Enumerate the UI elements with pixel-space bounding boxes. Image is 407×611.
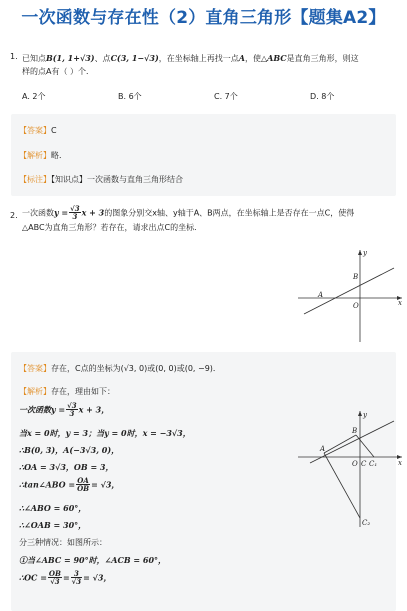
segment-a-b <box>324 435 356 453</box>
note-line <box>19 175 183 186</box>
step-text: = √3， <box>91 479 120 490</box>
text-segment: 已知点 <box>22 54 46 63</box>
fraction-denominator: OB <box>77 484 90 494</box>
step-text: ①当∠ABC = 90°时，∠ACB = 60°， <box>19 555 167 565</box>
analysis-text: 存在，理由如下： <box>51 387 115 396</box>
answer-tag: 【答案】 <box>19 126 51 135</box>
text-segment: 、点 <box>94 54 111 63</box>
figure-2 <box>294 405 406 529</box>
math-func: y = <box>54 207 69 218</box>
text-segment: ，使 <box>244 54 261 63</box>
text-segment: △ABC为直角三角形？若存在，请求出点C的坐标． <box>22 222 203 232</box>
text-segment: 是直角三角形，则这 <box>286 54 359 63</box>
fraction-numerator: OB <box>48 569 61 578</box>
step-text: 一次函数y = <box>19 404 66 415</box>
label-o: O <box>352 460 358 468</box>
fraction-numerator: OA <box>77 476 89 485</box>
label-c1: C₁ <box>369 460 378 468</box>
step-line <box>19 503 86 515</box>
answer-tag: 【答案】 <box>19 364 51 373</box>
step-text: 当x = 0时，y = 3；当y = 0时，x = −3√3， <box>19 428 191 438</box>
fraction-denominator: √3 <box>71 577 82 587</box>
step-text: ∴OC = <box>19 572 47 583</box>
label-c: C <box>361 460 367 468</box>
step-text: ∴tan∠ABO = <box>19 479 76 490</box>
math-point-a: A <box>238 53 245 63</box>
analysis-line <box>19 387 115 398</box>
note-tag: 【标注】 <box>19 175 51 184</box>
option-c[interactable]: C. 7个 <box>214 92 238 101</box>
fraction <box>71 570 82 586</box>
step-line <box>19 538 107 549</box>
label-a: A <box>320 445 326 453</box>
fraction-denominator: 3 <box>72 212 78 222</box>
answer-text: C <box>51 126 57 135</box>
answer-line <box>19 126 57 137</box>
math-point-c: C(3, 1−√3) <box>110 53 159 63</box>
q1-solution-panel <box>11 114 396 196</box>
y-arrow-icon <box>358 411 362 416</box>
label-x: x <box>398 299 402 307</box>
step-text: ∴OA = 3√3，OB = 3， <box>19 462 114 472</box>
segment-b-c1 <box>356 435 374 457</box>
option-a[interactable]: A. 2个 <box>22 92 46 101</box>
analysis-text: 略． <box>51 151 67 160</box>
math-point-b: B(1, 1+√3) <box>46 53 95 63</box>
question-number: 2. <box>10 211 18 220</box>
label-o: O <box>353 302 359 310</box>
label-y: y <box>363 249 367 257</box>
step-text: ∴∠ABO = 60°， <box>19 503 87 513</box>
fraction-denominator: √3 <box>50 577 60 587</box>
fraction <box>48 570 62 586</box>
step-line <box>19 428 191 440</box>
step-text: x + 3， <box>78 404 110 415</box>
step-line <box>19 402 109 418</box>
step-line <box>19 520 86 532</box>
step-line <box>19 477 119 493</box>
text-segment: ，在坐标轴上再找一点 <box>158 54 239 63</box>
question-text <box>22 205 402 235</box>
math-triangle: △ABC <box>260 53 287 63</box>
analysis-tag: 【解析】 <box>19 151 51 160</box>
step-text: = <box>62 572 70 583</box>
fraction-numerator: √3 <box>70 204 80 213</box>
label-a: A <box>318 291 324 299</box>
label-c2: C₂ <box>362 519 371 527</box>
answer-line <box>19 364 221 375</box>
fraction-denominator: 3 <box>69 409 75 419</box>
step-text: ∴∠OAB = 30°， <box>19 520 87 530</box>
step-line <box>19 570 111 586</box>
page-title: 一次函数与存在性（2）直角三角形【题集A2】 <box>21 8 386 28</box>
step-text: 分三种情况：如图所示： <box>19 538 107 547</box>
figure-1 <box>294 246 406 344</box>
step-text: = √3， <box>83 572 112 583</box>
label-b: B <box>353 273 359 281</box>
fraction-numerator: 3 <box>71 570 82 578</box>
step-line <box>19 445 119 457</box>
text-segment: 的图象分别交x轴、y轴于A、B两点，在坐标轴上是否存在一点C，使得 <box>104 208 355 218</box>
fraction-numerator: √3 <box>67 401 77 410</box>
question-text <box>22 52 402 78</box>
math-func-tail: x + 3 <box>81 207 105 218</box>
option-b[interactable]: B. 6个 <box>118 92 142 101</box>
analysis-line <box>19 151 67 162</box>
y-arrow-icon <box>358 250 362 255</box>
fraction <box>76 477 90 493</box>
option-d[interactable]: D. 8个 <box>310 92 335 101</box>
question-1 <box>10 52 400 112</box>
label-b: B <box>352 427 358 435</box>
step-text: ∴B(0, 3)，A(−3√3, 0)， <box>19 445 120 455</box>
question-number: 1. <box>10 52 18 61</box>
text-segment: 一次函数 <box>22 208 54 218</box>
analysis-tag: 【解析】 <box>19 387 51 396</box>
fraction <box>66 402 77 418</box>
fraction <box>69 205 80 221</box>
label-y: y <box>363 411 367 419</box>
answer-text: 存在，C点的坐标为(√3, 0)或(0, 0)或(0, −9)． <box>51 364 221 373</box>
text-segment: 样的点A有（ ）个． <box>22 67 95 77</box>
note-text: 【知识点】一次函数与直角三角形结合 <box>51 175 183 184</box>
step-line <box>19 462 114 474</box>
label-x: x <box>398 459 402 467</box>
step-line <box>19 555 166 567</box>
